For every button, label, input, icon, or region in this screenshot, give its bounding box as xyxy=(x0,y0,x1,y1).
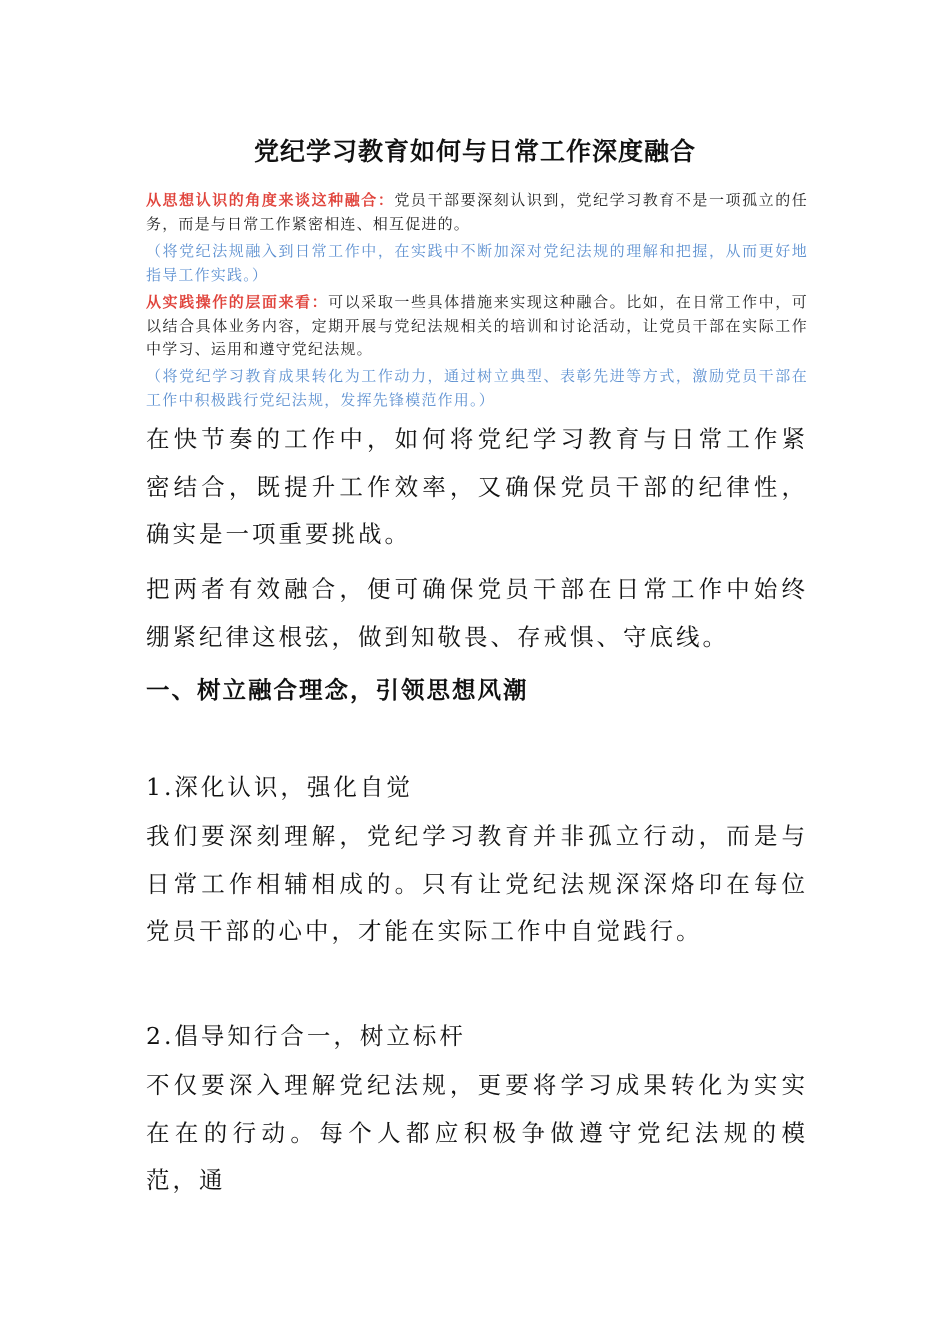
note-practice-lead: 从实践操作的层面来看： xyxy=(146,293,329,311)
item-1-heading: 1.深化认识，强化自觉 xyxy=(146,773,413,801)
note-practice xyxy=(146,291,808,362)
intro-paragraph-1: 在快节奏的工作中，如何将党纪学习教育与日常工作紧密结合，既提升工作效率，又确保党员干部的纪律性，确实是一项重要挑战。 xyxy=(146,425,808,548)
item-2-body: 不仅要深入理解党纪法规，更要将学习成果转化为实实在在的行动。每个人都应积极争做遵守党纪法规的模范，通 xyxy=(146,1071,808,1194)
note-practice-text: 可以采取一些具体措施来实现这种融合。比如，在日常工作中，可以结合具体业务内容，定期开展与党纪法规相关的培训和讨论活动，让党员干部在实际工作中学习、运用和遵守党纪法规。 xyxy=(146,293,808,358)
document-title: 党纪学习教育如何与日常工作深度融合 xyxy=(253,137,696,166)
item-2-heading: 2.倡导知行合一，树立标杆 xyxy=(146,1022,466,1050)
note-thinking-text: 党员干部要深刻认识到，党纪学习教育不是一项孤立的任务，而是与日常工作紧密相连、相互促进的。 xyxy=(146,191,808,233)
intro-paragraph-2: 把两者有效融合，便可确保党员干部在日常工作中始终绷紧纪律这根弦，做到知敬畏、存戒惧、守底线。 xyxy=(146,575,808,651)
item-1-body: 我们要深刻理解，党纪学习教育并非孤立行动，而是与日常工作相辅相成的。只有让党纪法规深深烙印在每位党员干部的心中，才能在实际工作中自觉践行。 xyxy=(146,822,808,945)
note-thinking-lead: 从思想认识的角度来谈这种融合： xyxy=(146,191,395,209)
note-thinking-aside: （将党纪法规融入到日常工作中，在实践中不断加深对党纪法规的理解和把握，从而更好地指导工作实践。） xyxy=(146,242,808,284)
note-practice-aside: （将党纪学习教育成果转化为工作动力，通过树立典型、表彰先进等方式，激励党员干部在工作中积极践行党纪法规，发挥先锋模范作用。） xyxy=(146,367,808,409)
section-heading: 一、树立融合理念，引领思想风潮 xyxy=(146,676,529,704)
note-thinking xyxy=(146,189,808,236)
